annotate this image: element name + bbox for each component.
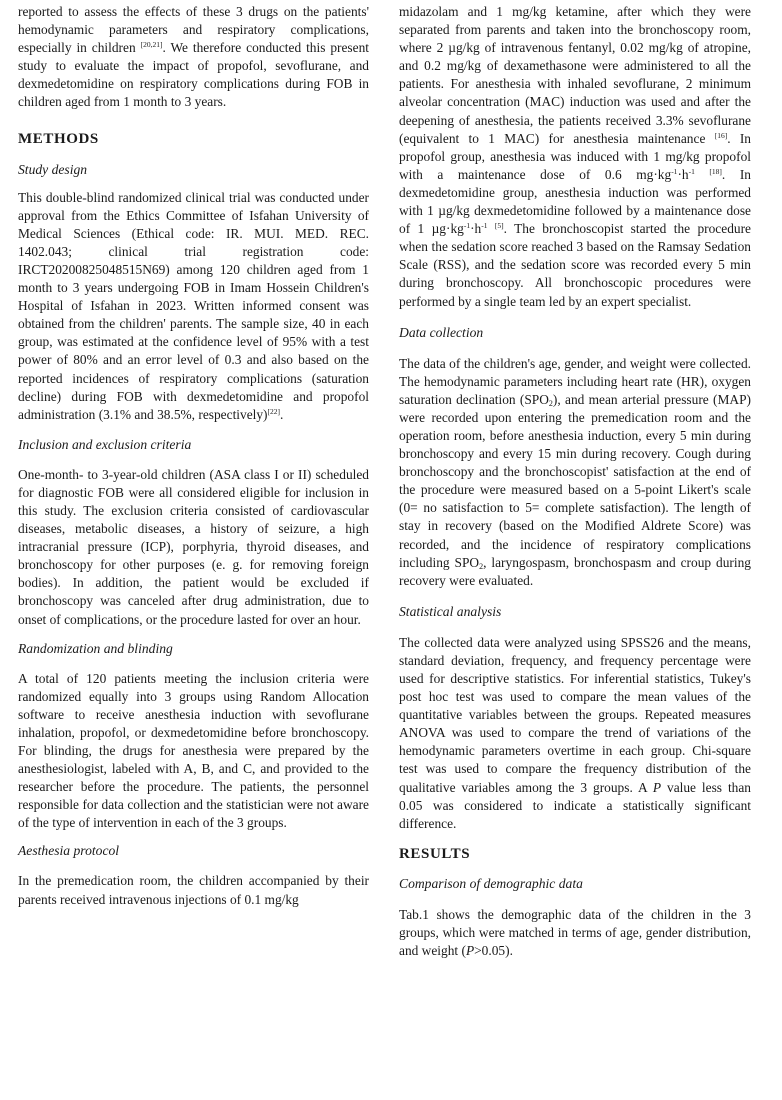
data-collection-paragraph: The data of the children's age, gender, and weight were collected. The hemodynamic parameters including heart rate (HR), oxygen saturation declination $(SPO_2)$, and mean arterial pressure (MAP) were recorded upon entering the premedication room and the operation room, before anesthesia induction, every 5 min during bronchoscopy and every 15 min during recovery. Cough during bronchoscopy and the bronchoscopist' satisfaction at the end of the procedure were measured based on a 5-point Likert's scale (0= no satisfaction to 5= complete satisfaction). The length of stay in recovery (based on the Modified Aldrete Score) was recorded, and the incidence of respiratory complications including $SPO_2$, laryngospasm, bronchospasm and croup during recovery were evaluated.: [399, 355, 751, 588]
results-heading: RESULTS: [399, 845, 471, 862]
intro-paragraph: reported to assess the effects of these 3 drugs on the patients' hemodynamic parameters and respiratory complications, especially in children [20,21]. We therefore conducted this present study to evaluate the impact of propofol, sevoflurane, and dexmedetomidine on respiratory complications during FOB in children aged from 1 month to 3 years.: [18, 4, 369, 110]
inclusion-paragraph: One-month- to 3-year-old children (ASA class I or II) scheduled for diagnostic FOB were all considered eligible for inclusion in this study. The exclusion criteria consisted of cardiovascular diseases, metabolic diseases, a history of seizure, a high intracranial pressure (ICP), porphyria, thyroid diseases, and bronchoscopy for other purposes (e. g. for removing foreign bodies). In addition, the patient would be excluded if bronchoscopy was canceled after drug administration, due to onset of complications, or the procedure lasted for over an hour.: [18, 466, 369, 627]
statistical-analysis-heading: Statistical analysis: [399, 603, 502, 619]
left-column: [18, 3, 369, 909]
protocol-heading: Aesthesia protocol: [18, 843, 120, 859]
citation: [18]: [709, 166, 722, 176]
demographic-paragraph: Tab.1 shows the demographic data of the children in the 3 groups, which were matched in terms of age, gender distribution, and weight (P>0.05).: [399, 906, 751, 959]
protocol-paragraph-start: In the premedication room, the children accompanied by their parents received intravenous injections of 0.1 mg/kg: [18, 873, 369, 907]
study-design-heading: Study design: [18, 161, 88, 177]
study-design-paragraph: This double-blind randomized clinical trial was conducted under approval from the Ethics Committee of Isfahan University of Medical Sciences (Ethical code: IR. MUI. MED. REC. 1402.043; clinical trial registration code: IRCT20200825048515N69) among 120 children aged from 1 month to 3 years undergoing FOB in Imam Hossein Children's Hospital of Isfahan in 2023. Written informed consent was obtained from the children' parents. The sample size, 40 in each group, was estimated at the confidence level of 95% with a test power of 80% and an error level of 0.3 and also based on the reported incidences of respiratory complications (saturation decline) during FOB with dexmedetomidine and propofol administration (3.1% and 38.5%, respectively)[22].: [18, 189, 369, 422]
citation: [20,21]: [140, 40, 163, 50]
data-collection-heading: Data collection: [399, 324, 484, 340]
randomization-paragraph: A total of 120 patients meeting the inclusion criteria were randomized equally into 3 groups using Random Allocation software to receive anesthesia induction with sevoflurane inhalation, propofol, or dexmedetomidine before bronchoscopy. For blinding, the drugs for anesthesia were prepared by the anesthesiologist, labeled with A, B, and C, and provided to the researcher before the procedure. The patients, the personnel responsible for data collection and the statistician were not aware of the type of intervention in each of the 3 groups.: [18, 670, 369, 831]
citation: [5]: [494, 221, 504, 231]
citation: [16]: [714, 130, 728, 140]
right-column: [399, 3, 751, 960]
randomization-heading: Randomization and blinding: [18, 640, 173, 656]
methods-heading: METHODS: [18, 130, 99, 147]
protocol-paragraph-cont: midazolam and 1 mg/kg ketamine, after which they were separated from parents and taken into the bronchoscopy room, where 2 µg/kg of intravenous fentanyl, 0.02 mg/kg of atropine, and 0.2 mg/kg of dexamethasone were administered to all the patients. For anesthesia with inhaled sevoflurane, 2 minimum alveolar concentration (MAC) induction was used and after the deepening of anesthesia, the patients received 3.3% sevoflurane (equivalent to 1 MAC) for anesthesia maintenance [16]. In propofol group, anesthesia was induced with 1 mg/kg propofol with a maintenance dose of 0.6 $mg\cdot kg^{-1}\cdot h^{-1}$ [18]. In dexmedetomidine group, anesthesia induction was performed with 1 µg/kg dexmedetomidine followed by a maintenance dose of 1 $\mu g\cdot kg^{-1}\cdot h^{-1}$ [5]. The bronchoscopist started the procedure when the sedation score reached 3 based on the Ramsay Sedation Scale (RSS), and the sedation score was recorded every 5 min during bronchoscopy. All bronchoscopic procedures were performed by a single team led by an expert specialist.: [399, 4, 752, 309]
inclusion-heading: Inclusion and exclusion criteria: [18, 436, 192, 452]
statistical-analysis-paragraph: The collected data were analyzed using SPSS26 and the means, standard deviation, frequency, and frequency percentage were used for descriptive statistics. For inferential statistics, Tukey's post hoc test was used to compare the mean values of the quantitative variables between the groups. Repeated measures ANOVA was used to compare the trend of variations of the hemodynamic parameters overtime in each group. Chi-square test was used to compare the frequency distribution of the qualitative variables among the 3 groups. A P value less than 0.05 was considered to indicate a statistically significant difference.: [399, 634, 751, 831]
citation: [22]: [267, 406, 281, 416]
demographic-heading: Comparison of demographic data: [399, 875, 583, 891]
